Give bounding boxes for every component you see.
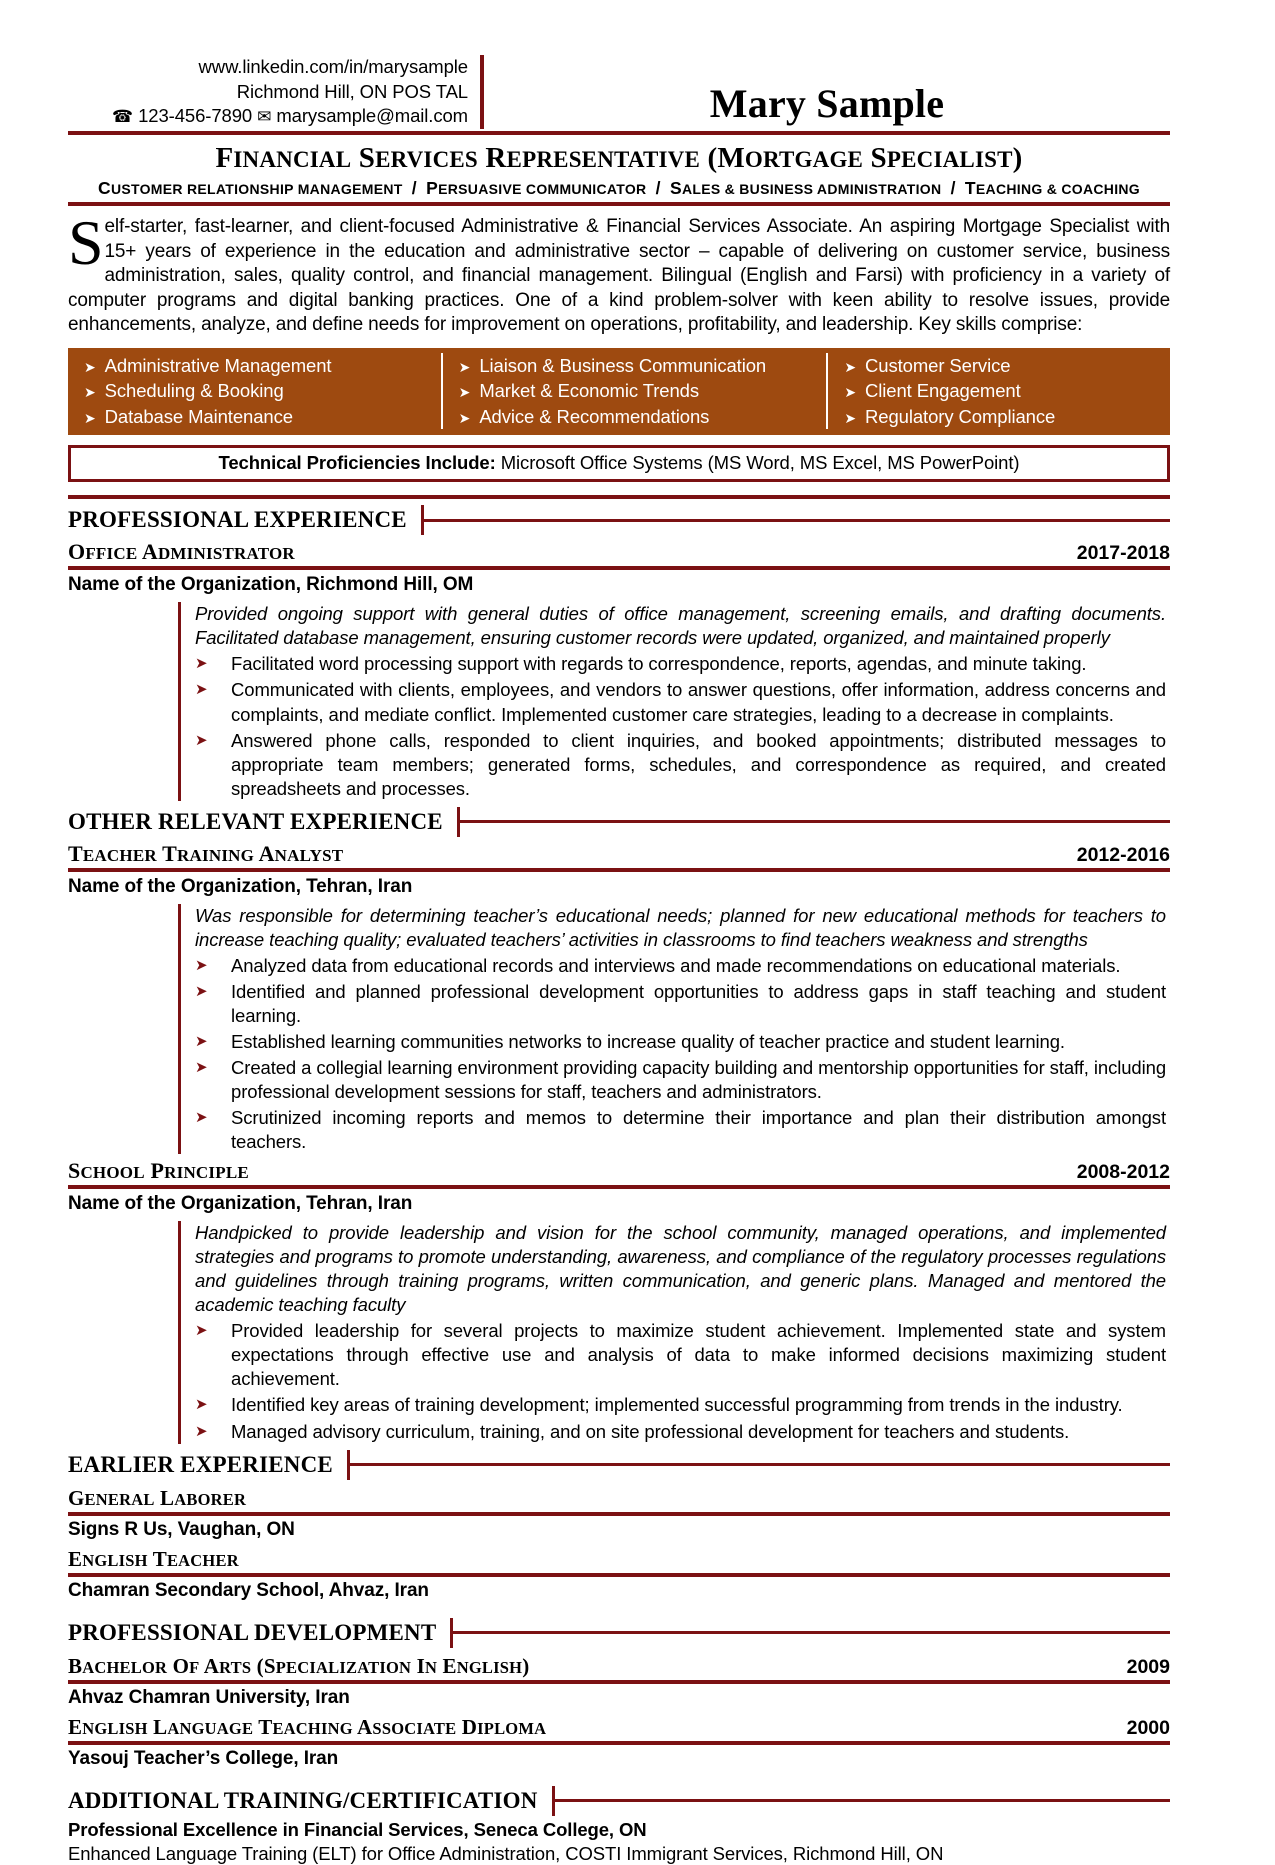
chevron-right-icon: ➤ [844,359,856,376]
bullet-text: Identified and planned professional development opportunities to address gaps in staff teaching and student learning. [231,980,1166,1026]
technical-proficiencies-box [68,445,1170,482]
bullet-text: Scrutinized incoming reports and memos to determine their importance and plan their distribution amongst teachers. [231,1107,1166,1153]
subtitle-item-1 [426,178,646,198]
section-rule [460,820,1170,823]
summary-dropcap: S [68,207,104,279]
section-label: EARLIER EXPERIENCE [68,1451,333,1477]
certification-line: Enhanced Language Training (ELT) for Office Administration, COSTI Immigrant Services, Richmond Hill, ON [68,1842,944,1864]
subtitle-item-0 [98,178,403,198]
subtitle-rest-2: ALES & BUSINESS ADMINISTRATION [681,181,942,198]
chevron-right-icon: ➤ [195,730,208,749]
education-entry-year: 2000 [1126,1716,1170,1739]
phone-email-line [68,104,468,129]
certification-line: Professional Excellence in Financial Services, Seneca College, ON [68,1818,647,1840]
subtitle-item-3 [965,178,1140,198]
subtitle-item-2 [670,178,941,198]
chevron-right-icon: ➤ [84,359,96,376]
chevron-right-icon: ➤ [84,410,96,427]
subtitle-separator-1: / [655,178,661,199]
job-bullet [195,1393,1170,1417]
headline-s: S [358,141,376,174]
skill-label: Scheduling & Booking [104,380,284,402]
subtitle-cap-2: S [669,178,682,199]
job-bullet [195,1420,1170,1444]
chevron-right-icon: ➤ [458,359,471,376]
technical-proficiencies-value: Microsoft Office Systems (MS Word, MS Excel, MS PowerPoint) [500,452,1020,474]
skill-item [844,404,1160,430]
headline-ortgage: ORTGAGE [744,146,864,172]
chevron-right-icon: ➤ [195,1421,208,1440]
skill-item [459,353,817,379]
chevron-right-icon: ➤ [458,410,471,427]
chevron-right-icon: ➤ [844,410,856,427]
skill-label: Administrative Management [104,354,332,376]
education-entry-title: ENGLISH LANGUAGE TEACHING ASSOCIATE DIPLOMA [68,1714,547,1739]
headline-r: R [485,141,507,174]
skill-label: Regulatory Compliance [865,405,1056,427]
job-bullet [195,1056,1170,1104]
bullet-text: Answered phone calls, responded to client inquiries, and booked appointments; distributed messages to appropriate team members; generated forms, schedules, and correspondence as required, and created spreadsheets and processes. [231,729,1166,799]
earlier-entry-title: GENERAL LABORER [68,1485,247,1510]
job-dates: 2008-2012 [1076,1161,1170,1184]
section-label: PROFESSIONAL DEVELOPMENT [68,1619,437,1645]
subtitle-rest-0: USTOMER RELATIONSHIP MANAGEMENT [110,181,403,198]
chevron-right-icon: ➤ [195,654,208,673]
phone-number[interactable]: 123-456-7890 [138,105,253,127]
education-entry-institution: Yasouj Teacher’s College, Iran [68,1747,339,1769]
bullet-text: Identified key areas of training development; implemented successful programming from trends in the industry. [231,1394,1123,1416]
job-bullet [195,729,1170,801]
bullet-text: Analyzed data from educational records and interviews and made recommendations on educational materials. [231,954,1121,976]
headline-s2: S [870,141,887,174]
headline-pecialist: PECIALIST [886,146,1013,172]
skill-label: Market & Economic Trends [479,380,699,402]
chevron-right-icon: ➤ [195,680,208,699]
skill-item [84,378,431,404]
job-title: SCHOOL PRINCIPLE [68,1158,249,1184]
technical-proficiencies-label: Technical Proficiencies Include: [218,452,496,474]
skill-item [844,378,1160,404]
name-block [484,80,1170,129]
email-address[interactable]: marysample@mail.com [276,105,468,127]
job-body [178,602,1170,800]
chevron-right-icon: ➤ [195,1395,208,1414]
spacer [68,1770,1170,1780]
job-title: TEACHER TRAINING ANALYST [68,840,344,866]
job-bullet [195,954,1170,978]
job-dates: 2012-2016 [1076,843,1170,866]
chevron-right-icon: ➤ [195,1057,208,1076]
key-skills-bar [68,348,1170,436]
job-title-row [68,539,1170,570]
education-entry-row [68,1654,1170,1684]
professional-summary [68,207,1170,338]
job-bullet [195,652,1170,676]
subtitle-cap-0: C [98,178,111,199]
skills-column-1 [68,353,443,430]
chevron-right-icon: ➤ [844,385,856,402]
subtitle-cap-1: P [426,178,439,199]
bullet-text: Communicated with clients, employees, and vendors to answer questions, offer information, address concerns and complaints, and mediate conflict. Implemented customer care strategies, leading to a decrease in complaints. [231,679,1166,725]
candidate-name: Mary Sample [709,80,945,126]
summary-text: elf-starter, fast-learner, and client-focused Administrative & Financial Services Associate. An aspiring Mortgage Specialist with 15+ years of experience in the education and administrative sector – capable of delivering on customer service, business administration, sales, quality control, and financial management. Bilingual (English and Farsi) with proficiency in a variety of computer programs and digital banking practices. One of a kind problem-solver with keen ability to resolve issues, provide enhancements, analyze, and define needs for improvement on operations, profitability, and leadership. Key skills comprise: [68,216,1170,336]
earlier-entry-row [68,1547,1170,1577]
skill-item [459,378,817,404]
subtitle-rest-1: ERSUASIVE COMMUNICATOR [438,181,647,198]
job-body [178,1221,1170,1443]
section-label: PROFESSIONAL EXPERIENCE [68,507,407,533]
job-intro: Was responsible for determining teacher’s educational needs; planned for new educational methods for teachers to increase teaching quality; evaluated teachers’ activities in classrooms to find teachers weakness and strengths [195,904,1166,950]
job-title: OFFICE ADMINISTRATOR [68,539,295,565]
contact-block [68,55,484,129]
subtitle-cap-3: T [964,178,976,199]
job-title-row [68,841,1170,872]
section-heading-earlier-experience [68,1450,1170,1480]
subtitle-separator-0: / [411,178,417,199]
job-bullet [195,1106,1170,1154]
job-organization: Name of the Organization, Tehran, Iran [68,1193,413,1215]
resume-header [68,55,1170,135]
job-organization: Name of the Organization, Tehran, Iran [68,875,413,897]
skill-item [459,404,817,430]
chevron-right-icon: ➤ [84,385,96,402]
education-entry-title: BACHELOR OF ARTS (SPECIALIZATION IN ENGLISH) [68,1653,530,1678]
job-intro: Handpicked to provide leadership and vision for the school community, managed operations, and implemented strategies and programs to promote understanding, awareness, and compliance of the regulatory processes regulations and guidelines through training programs, written communication, and generic plans. Managed and mentored the academic teaching faculty [195,1222,1166,1316]
location-line: Richmond Hill, ON POS TAL [236,80,468,102]
skills-column-3 [828,353,1170,430]
skill-label: Client Engagement [865,380,1021,402]
headline-epresentative: EPRESENTATIVE [506,146,701,172]
headline-close-paren: ) [1012,141,1023,174]
section-rule [453,1631,1170,1634]
section-heading-professional-development [68,1618,1170,1648]
earlier-entry-title: ENGLISH TEACHER [68,1546,239,1571]
job-intro: Provided ongoing support with general duties of office management, screening emails, and drafting documents. Facilitated database management, ensuring customer records were updated, organized, and maintained properly [195,603,1166,649]
section-heading-professional-experience [68,505,1170,535]
section-heading-additional-training [68,1786,1170,1816]
chevron-right-icon: ➤ [195,1031,208,1050]
bullet-text: Facilitated word processing support with regards to correspondence, reports, agendas, and minute taking. [231,653,1087,675]
job-bullet [195,678,1170,726]
skill-item [84,404,431,430]
education-entry-row [68,1715,1170,1745]
headline-paren-m: (M [707,141,745,174]
bullet-text: Established learning communities networks to increase quality of teacher practice and student learning. [231,1030,1065,1052]
section-rule [424,519,1170,522]
chevron-right-icon: ➤ [458,385,471,402]
job-bullet [195,1319,1170,1391]
subtitle-rest-3: EACHING & COACHING [975,181,1140,198]
job-dates: 2017-2018 [1076,542,1170,565]
section-heading-other-relevant-experience [68,807,1170,837]
skill-item [844,353,1160,379]
bullet-text: Managed advisory curriculum, training, and on site professional development for teachers and students. [231,1420,1070,1442]
section-label: OTHER RELEVANT EXPERIENCE [68,808,443,834]
skill-label: Customer Service [865,354,1011,376]
chevron-right-icon: ➤ [195,955,208,974]
skill-label: Database Maintenance [104,405,293,427]
earlier-entry-row [68,1486,1170,1516]
chevron-right-icon: ➤ [195,1321,208,1340]
subtitle-separator-2: / [950,178,956,199]
headline-ervices: ERVICES [375,146,478,172]
headline-inancial: INANCIAL [233,146,352,172]
telephone-icon: ☎ [111,107,134,128]
chevron-right-icon: ➤ [195,981,208,1000]
job-organization: Name of the Organization, Richmond Hill, OM [68,574,474,596]
section-label: ADDITIONAL TRAINING/CERTIFICATION [68,1787,538,1813]
section-rule [350,1463,1170,1466]
headline-subtitle [68,178,1170,206]
divider-rule [68,495,1170,499]
job-bullet [195,980,1170,1028]
bullet-text: Provided leadership for several projects to maximize student achievement. Implemented state and system expectations through effective use and analysis of data to make informed decisions maximizing student achievement. [231,1320,1166,1390]
headline-f: F [215,141,234,174]
skill-label: Advice & Recommendations [479,405,710,427]
bullet-text: Created a collegial learning environment providing capacity building and mentorship opportunities for staff, including professional development sessions for staff, teachers and administrators. [231,1056,1167,1103]
linkedin-url[interactable]: www.linkedin.com/in/marysample [198,56,468,77]
envelope-icon: ✉ [257,107,272,128]
headline-title [68,142,1170,174]
chevron-right-icon: ➤ [195,1108,208,1127]
job-bullet [195,1030,1170,1054]
job-title-row [68,1158,1170,1189]
skill-label: Liaison & Business Communication [479,354,767,376]
earlier-entry-organization: Chamran Secondary School, Ahvaz, Iran [68,1579,429,1601]
spacer [68,1602,1170,1612]
section-rule [555,1799,1171,1802]
education-entry-year: 2009 [1126,1655,1170,1678]
education-entry-institution: Ahvaz Chamran University, Iran [68,1686,350,1708]
skills-column-2 [443,353,829,430]
job-body [178,904,1170,1154]
earlier-entry-organization: Signs R Us, Vaughan, ON [68,1518,295,1540]
skill-item [84,353,431,379]
